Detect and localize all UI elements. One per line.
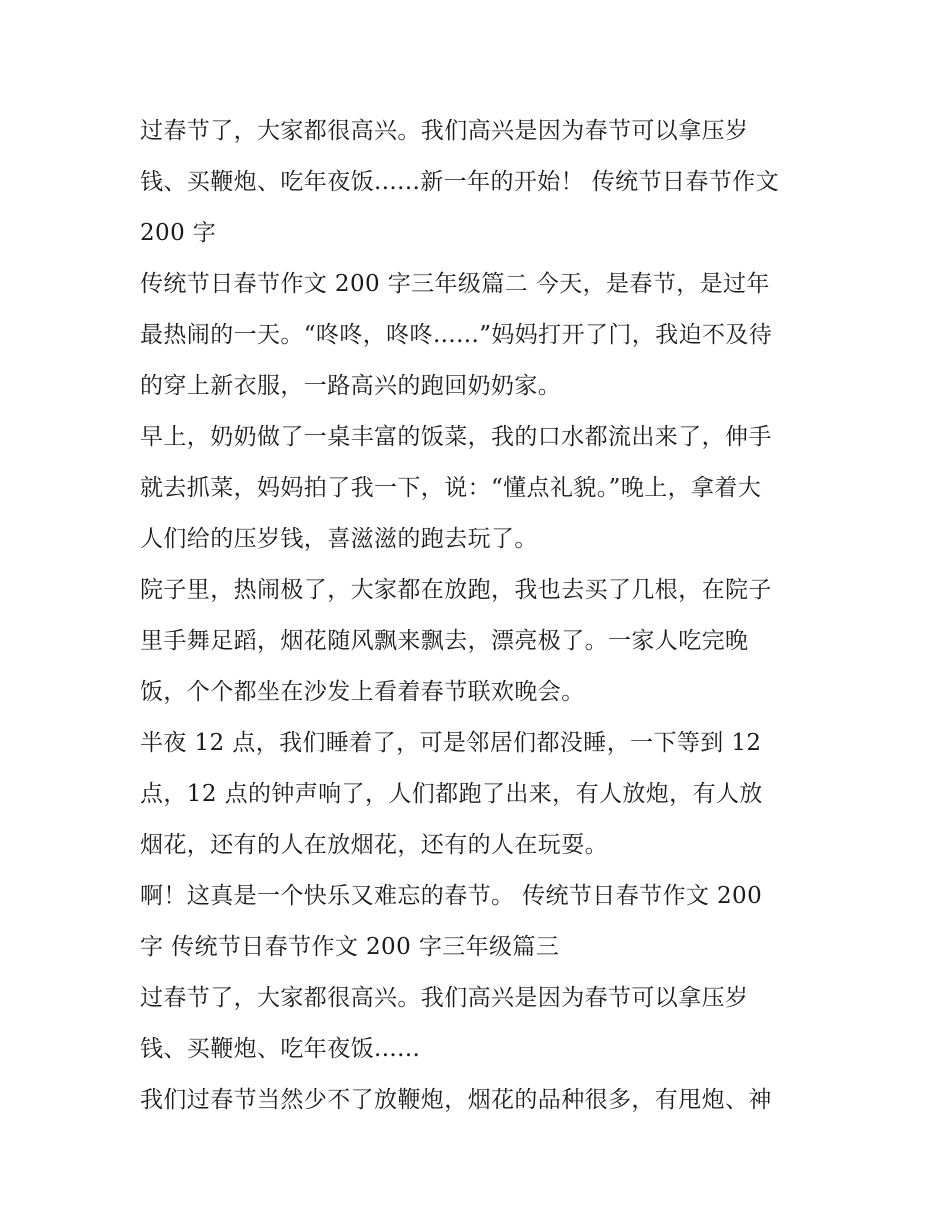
text-line: 早上，奶奶做了一桌丰富的饭菜，我的口水都流出来了，伸手: [140, 424, 772, 450]
text-line: 半夜 12 点，我们睡着了，可是邻居们都没睡，一下等到 12: [140, 730, 762, 756]
text-line: 烟花，还有的人在放烟花，还有的人在玩耍。: [140, 832, 608, 858]
text-line: 传统节日春节作文 200 字三年级篇二 今天，是春节，是过年: [140, 271, 770, 297]
text-line: 最热闹的一天。“咚咚，咚咚......”妈妈打开了门，我迫不及待: [140, 322, 773, 348]
text-line: 里手舞足蹈，烟花随风飘来飘去，漂亮极了。一家人吃完晚: [140, 628, 749, 654]
text-line: 过春节了，大家都很高兴。我们高兴是因为春节可以拿压岁: [140, 985, 749, 1011]
text-line: 我们过春节当然少不了放鞭炮，烟花的品种很多，有甩炮、神: [140, 1087, 772, 1113]
text-line: 点，12 点的钟声响了，人们都跑了出来，有人放炮，有人放: [140, 781, 763, 807]
text-line: 院子里，热闹极了，大家都在放跑，我也去买了几根，在院子: [140, 577, 772, 603]
text-line: 钱、买鞭炮、吃年夜饭......新一年的开始！ 传统节日春节作文: [140, 169, 779, 195]
text-line: 200 字: [140, 220, 217, 246]
text-line: 啊！这真是一个快乐又难忘的春节。 传统节日春节作文 200: [140, 883, 763, 909]
text-line: 字 传统节日春节作文 200 字三年级篇三: [140, 934, 560, 960]
text-line: 的穿上新衣服，一路高兴的跑回奶奶家。: [140, 373, 562, 399]
text-line: 饭，个个都坐在沙发上看着春节联欢晚会。: [140, 679, 585, 705]
text-line: 就去抓菜，妈妈拍了我一下，说：“懂点礼貌。”晚上，拿着大: [140, 475, 762, 501]
text-line: 人们给的压岁钱，喜滋滋的跑去玩了。: [140, 526, 538, 552]
text-line: 钱、买鞭炮、吃年夜饭......: [140, 1036, 421, 1062]
text-line: 过春节了，大家都很高兴。我们高兴是因为春节可以拿压岁: [140, 118, 749, 144]
essay-body: [140, 106, 820, 1126]
